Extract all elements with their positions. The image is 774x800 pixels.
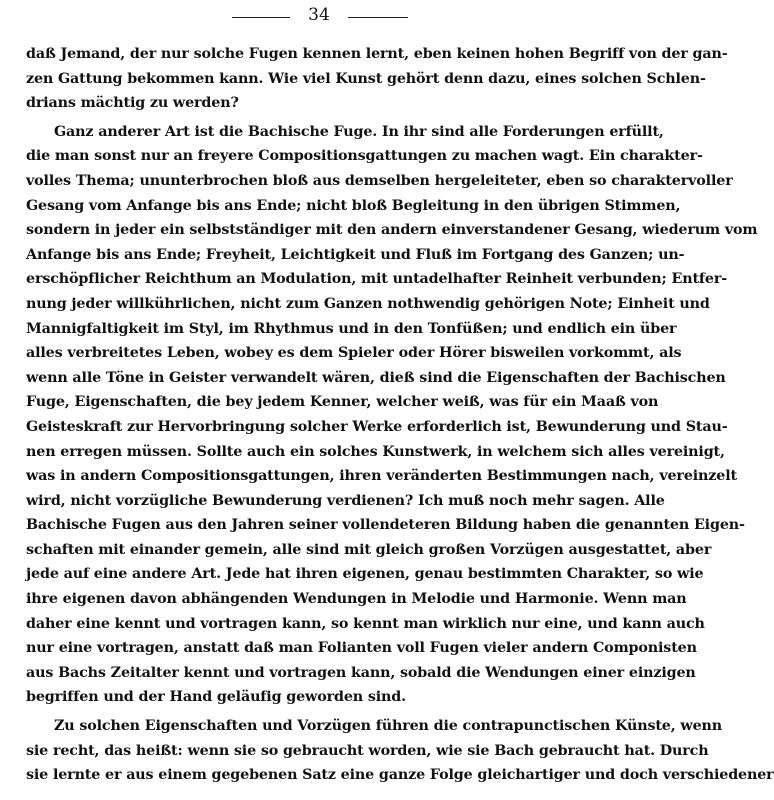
text-line: Gesang vom Anfange bis ans Ende; nicht bloß Begleitung in den übrigen Stimmen, — [26, 197, 681, 214]
text-line: Zu solchen Eigenschaften und Vorzügen führen die contrapunctischen Künste, wenn — [54, 718, 722, 735]
page-header — [0, 4, 633, 28]
text-line: begriffen und der Hand geläufig geworden sind. — [26, 689, 406, 706]
header-rule-left — [232, 17, 290, 18]
text-line: ihre eigenen davon abhängenden Wendungen in Melodie und Harmonie. Wenn man — [26, 591, 687, 608]
paragraph — [26, 42, 728, 116]
text-line: Anfange bis ans Ende; Freyheit, Leichtigkeit und Fluß im Fortgang des Ganzen; un- — [26, 246, 685, 263]
text-line: nen erregen müssen. Sollte auch ein solches Kunstwerk, in welchem sich alles vereinigt, — [26, 443, 725, 460]
text-line: aus Bachs Zeitalter kennt und vortragen kann, sobald die Wendungen einer einzigen — [26, 664, 696, 681]
text-line: Fuge, Eigenschaften, die bey jedem Kenner, welcher weiß, was für ein Maaß von — [26, 394, 659, 411]
text-line: zen Gattung bekommen kann. Wie viel Kunst gehört denn dazu, eines solchen Schlen- — [26, 70, 706, 87]
header-rule-right — [348, 17, 408, 18]
text-line: daher eine kennt und vortragen kann, so kennt man wirklich nur eine, und kann auch — [26, 615, 705, 632]
text-line: Bachische Fugen aus den Jahren seiner vollendeteren Bildung haben die genannten Eigen- — [26, 517, 745, 534]
text-line: nung jeder willkührlichen, nicht zum Ganzen nothwendig gehörigen Note; Einheit und — [26, 295, 710, 312]
paragraph — [26, 714, 774, 788]
text-line: was in andern Compositionsgattungen, ihren veränderten Bestimmungen nach, vereinzelt — [26, 468, 737, 485]
text-line: erschöpflicher Reichthum an Modulation, mit untadelhafter Reinheit verbunden; Entfer- — [26, 271, 728, 288]
text-line: sondern in jeder ein selbstständiger mit den andern einverstandener Gesang, wiederum vom — [26, 222, 758, 239]
paragraph — [26, 120, 758, 710]
page-number: 34 — [308, 5, 330, 25]
text-line: volles Thema; ununterbrochen bloß aus demselben hergeleiteter, eben so charaktervoller — [26, 172, 733, 189]
text-line: sie recht, das heißt: wenn sie so gebraucht worden, wie sie Bach gebraucht hat. Durch — [26, 742, 709, 759]
text-line: wenn alle Töne in Geister verwandelt wären, dieß sind die Eigenschaften der Bachischen — [26, 369, 726, 386]
text-line: daß Jemand, der nur solche Fugen kennen lernt, eben keinen hohen Begriff von der gan- — [26, 46, 728, 62]
text-line: alles verbreitetes Leben, wobey es dem Spieler oder Hörer bisweilen vorkommt, als — [26, 345, 682, 362]
text-line: Ganz anderer Art ist die Bachische Fuge. In ihr sind alle Forderungen erfüllt, — [54, 123, 664, 140]
text-line: drians mächtig zu werden? — [26, 95, 239, 112]
text-line: Mannigfaltigkeit im Styl, im Rhythmus und in den Tonfüßen; und endlich ein über — [26, 320, 677, 337]
text-line: jede auf eine andere Art. Jede hat ihren eigenen, genau bestimmten Charakter, so wie — [26, 566, 704, 583]
text-line: wird, nicht vorzügliche Bewunderung verdienen? Ich muß noch mehr sagen. Alle — [26, 492, 665, 509]
text-line: nur eine vortragen, anstatt daß man Folianten voll Fugen vieler andern Componisten — [26, 640, 697, 657]
text-line: Geisteskraft zur Hervorbringung solcher Werke erforderlich ist, Bewunderung und Stau- — [26, 418, 728, 435]
text-line: sie lernte er aus einem gegebenen Satz eine ganze Folge gleichartiger und doch verschiedener — [26, 767, 774, 784]
text-line: schaften mit einander gemein, alle sind mit gleich großen Vorzügen ausgestattet, aber — [26, 541, 712, 558]
body-text — [26, 42, 774, 788]
text-line: die man sonst nur an freyere Compositionsgattungen zu machen wagt. Ein charakter- — [26, 148, 703, 165]
